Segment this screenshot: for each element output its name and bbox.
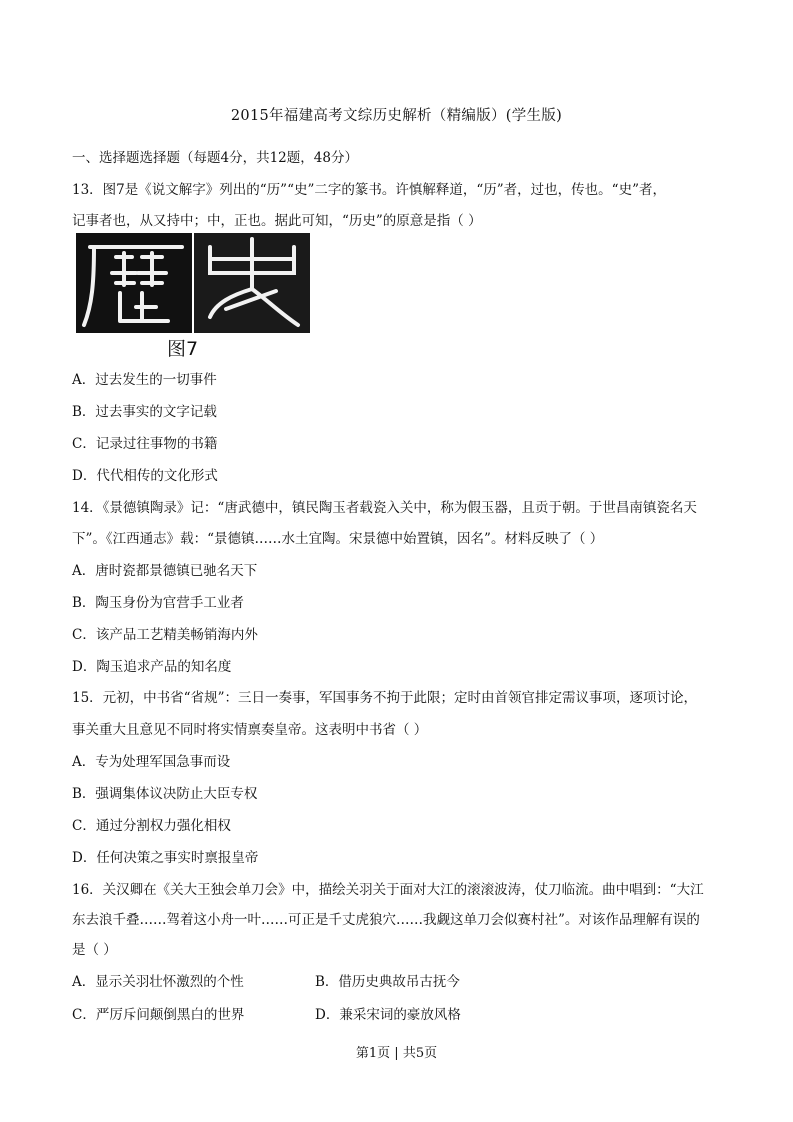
q14-option-c: C．该产品工艺精美畅销海内外 (72, 627, 258, 643)
q16-option-b: B．借历史典故吊古抚今 (315, 974, 460, 990)
q15-option-c: C．通过分割权力强化相权 (72, 818, 231, 834)
q15-stem-line2: 事关重大且意见不同时将实情禀奏皇帝。这表明中书省（ ） (72, 722, 428, 738)
q13-option-b: B．过去事实的文字记载 (72, 404, 217, 420)
q14-stem-line1: 14．《景德镇陶录》记：“唐武德中，镇民陶玉者载瓷入关中，称为假玉器，且贡于朝。于世昌南镇瓷名天 (72, 500, 697, 516)
q14-option-d: D．陶玉追求产品的知名度 (72, 659, 232, 675)
q16-option-c: C．严厉斥问颠倒黑白的世界 (72, 1007, 245, 1023)
q13-option-c: C．记录过往事物的书籍 (72, 436, 218, 452)
seal-script-figure (76, 233, 310, 333)
q13-stem-line1: 13．图7是《说文解字》列出的“历”“史”二字的篆书。许慎解释道，“历”者，过也，传也。“史”者， (72, 182, 666, 198)
page-footer: 第1页 | 共5页 (355, 1046, 438, 1061)
q16-stem-line1: 16．关汉卿在《关大王独会单刀会》中，描绘关羽关于面对大江的滚滚波涛，仗刀临流。曲中唱到：“大江 (72, 882, 704, 898)
q13-option-d: D．代代相传的文化形式 (72, 468, 218, 484)
q13-stem-line2: 记事者也，从又持中；中，正也。据此可知，“历史”的原意是指（ ） (72, 213, 482, 229)
q16-stem-line3: 是（ ） (72, 942, 117, 958)
document-title: 2015年福建高考文综历史解析（精编版）(学生版) (230, 108, 563, 124)
seal-script-image (76, 233, 310, 333)
q16-option-d: D．兼采宋词的豪放风格 (315, 1007, 461, 1023)
q15-stem-line1: 15．元初，中书省“省规”：三日一奏事，军国事务不拘于此限；定时由首领官排定需议事项，逐项讨论， (72, 690, 697, 706)
q16-stem-line2: 东去浪千叠……驾着这小舟一叶……可正是千丈虎狼穴……我觑这单刀会似赛村社”。对该作品理解有误的 (72, 912, 700, 928)
q15-option-b: B．强调集体议决防止大臣专权 (72, 786, 258, 802)
q14-stem-line2: 下”。《江西通志》载：“景德镇……水土宜陶。宋景德中始置镇，因名”。材料反映了（ ） (72, 531, 604, 547)
section-heading: 一、选择题选择题（每题4分，共12题，48分） (72, 150, 358, 166)
q13-option-a: A．过去发生的一切事件 (72, 372, 217, 388)
q16-option-a: A．显示关羽壮怀激烈的个性 (72, 974, 244, 990)
figure-caption: 图7 (167, 338, 199, 360)
q14-option-a: A．唐时瓷都景德镇已驰名天下 (72, 563, 258, 579)
q15-option-d: D．任何决策之事实时禀报皇帝 (72, 850, 259, 866)
q14-option-b: B．陶玉身份为官营手工业者 (72, 595, 244, 611)
q15-option-a: A．专为处理军国急事而设 (72, 754, 231, 770)
